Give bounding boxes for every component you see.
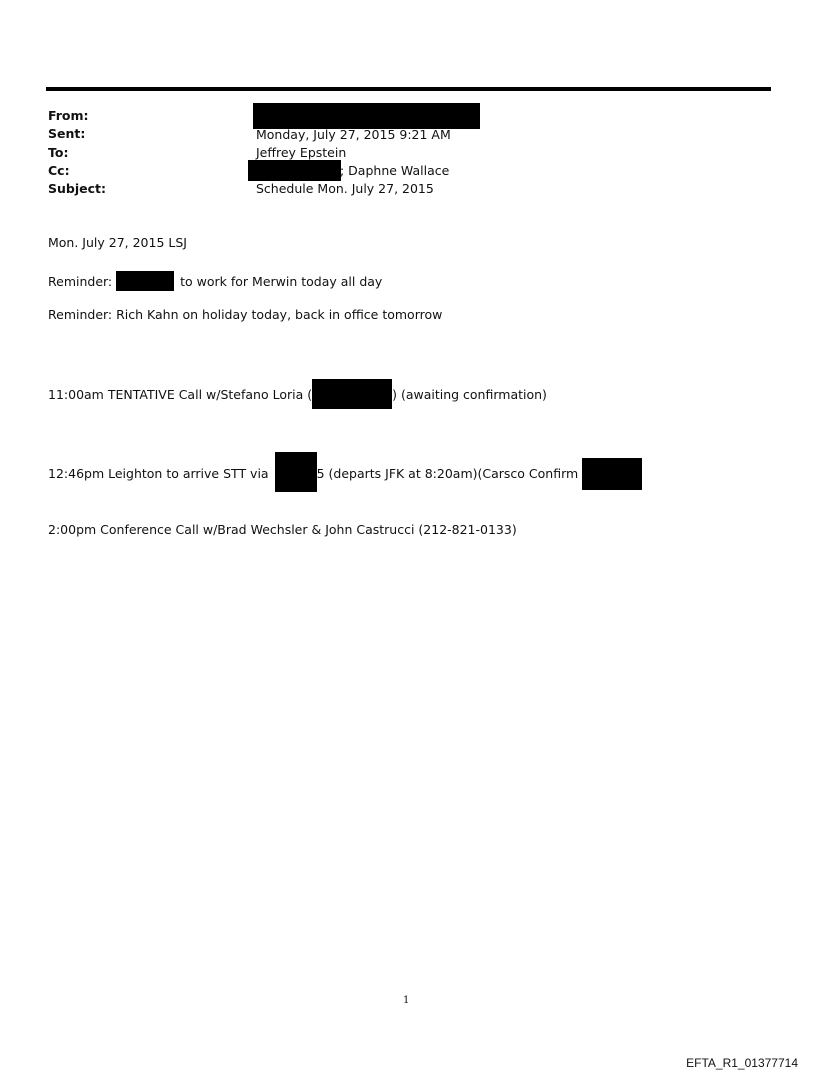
redaction-reminder <box>116 271 174 291</box>
sent-value: Monday, July 27, 2015 9:21 AM <box>256 127 451 142</box>
sent-label: Sent: <box>48 126 86 141</box>
subject-label: Subject: <box>48 181 106 196</box>
bates-number: EFTA_R1_01377714 <box>686 1056 798 1070</box>
redaction-cc <box>248 160 341 181</box>
redaction-from <box>253 103 480 129</box>
item-1246-prefix: 12:46pm Leighton to arrive STT via <box>48 466 269 481</box>
reminder-line-2: Reminder: Rich Kahn on holiday today, back in office tomorrow <box>48 307 443 322</box>
header-divider-rule <box>46 87 771 91</box>
redaction-confirm <box>582 458 642 490</box>
item-1100-suffix: ) (awaiting confirmation) <box>392 387 547 402</box>
subject-value: Schedule Mon. July 27, 2015 <box>256 181 434 196</box>
item-1100-prefix: 11:00am TENTATIVE Call w/Stefano Loria ( <box>48 387 313 402</box>
schedule-item-1100 <box>48 379 547 409</box>
redaction-flight <box>275 452 317 492</box>
cc-label: Cc: <box>48 163 70 178</box>
schedule-item-1400: 2:00pm Conference Call w/Brad Wechsler & John Castrucci (212-821-0133) <box>48 522 517 537</box>
page-number: 1 <box>403 995 410 1006</box>
from-label: From: <box>48 108 89 123</box>
reminder-1-suffix: to work for Merwin today all day <box>180 274 383 289</box>
body-date-line: Mon. July 27, 2015 LSJ <box>48 235 187 250</box>
to-label: To: <box>48 145 69 160</box>
reminder-1-prefix: Reminder: <box>48 274 113 289</box>
redaction-loria <box>312 379 392 409</box>
cc-value: ; Daphne Wallace <box>340 163 450 178</box>
reminder-line-1 <box>48 271 382 291</box>
item-1246-middle: 5 (departs JFK at 8:20am)(Carsco Confirm <box>316 466 579 481</box>
schedule-item-1246 <box>48 452 642 492</box>
to-value: Jeffrey Epstein <box>256 145 347 160</box>
